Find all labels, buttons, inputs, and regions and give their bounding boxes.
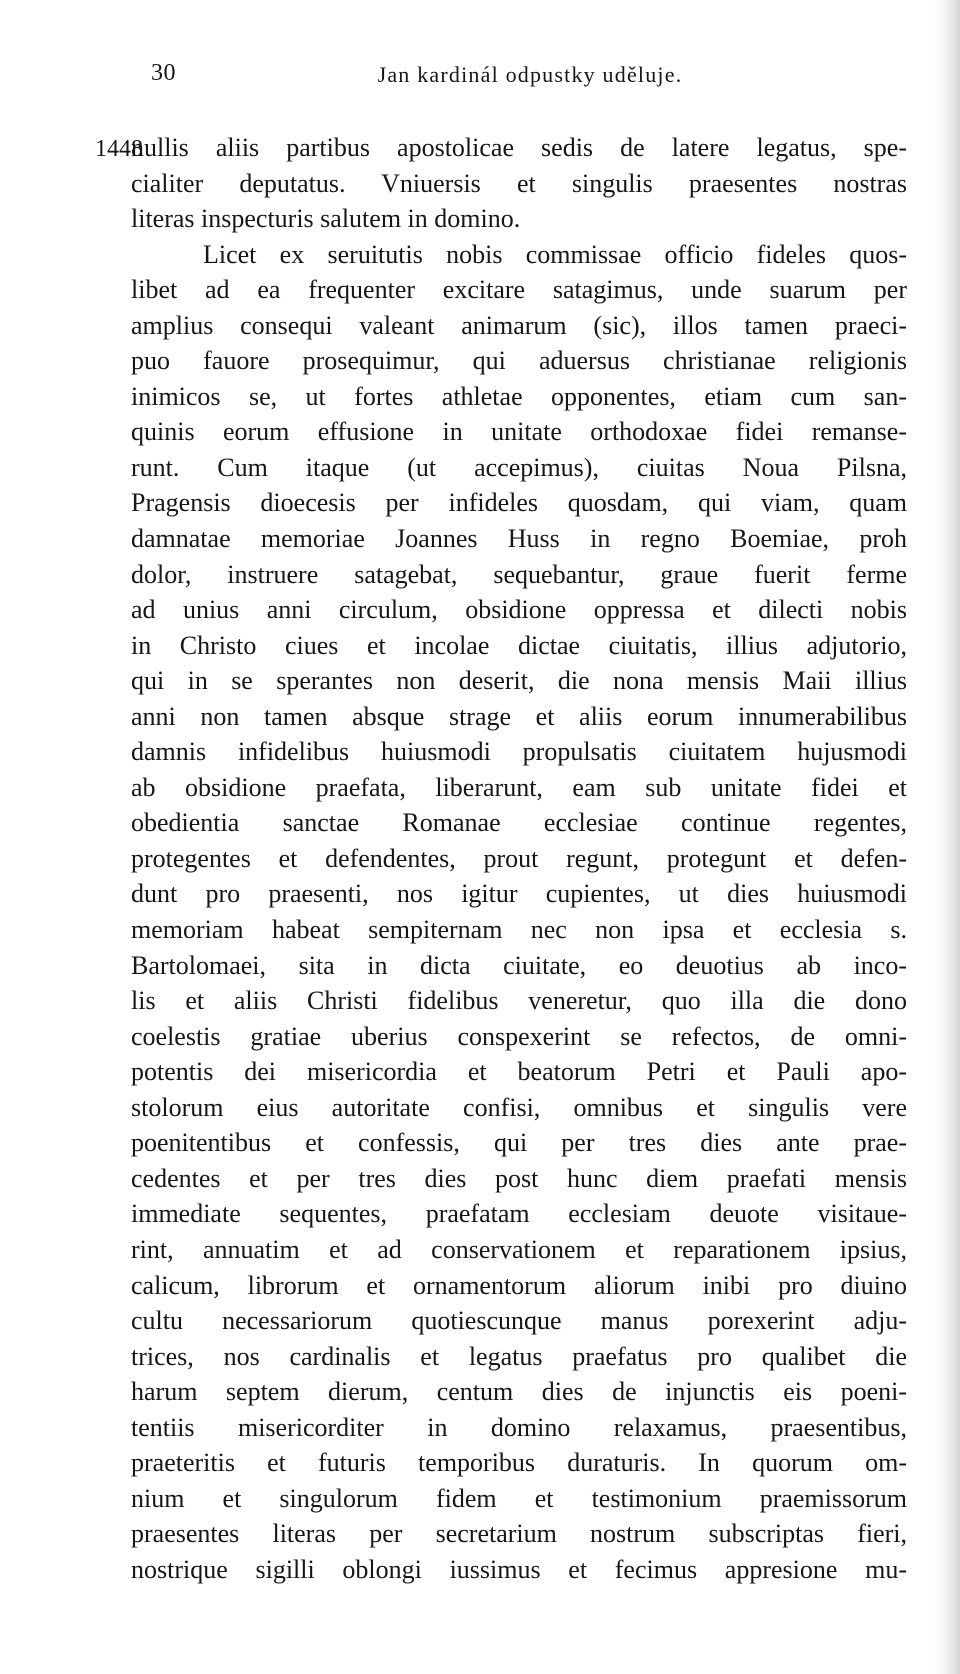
text-line: stolorum eius autoritate confisi, omnibus et singulis vere — [131, 1092, 907, 1122]
text-line: runt. Cum itaque (ut accepimus), ciuitas Noua Pilsna, — [131, 452, 907, 482]
text-line: poenitentibus et confessis, qui per tres dies ante prae- — [131, 1128, 907, 1158]
text-line: Bartolomaei, sita in dicta ciuitate, eo deuotius ab inco- — [131, 950, 907, 980]
text-line: harum septem dierum, centum dies de injunctis eis poeni- — [131, 1377, 907, 1407]
text-line: Licet ex seruitutis nobis commissae officio fideles quos- — [203, 239, 907, 269]
body-text — [131, 130, 907, 1587]
text-line: ab obsidione praefata, liberarunt, eam sub unitate fidei et — [131, 772, 907, 802]
text-line: potentis dei misericordia et beatorum Petri et Pauli apo- — [131, 1057, 907, 1087]
text-line: literas inspecturis salutem in domino. — [131, 204, 521, 234]
text-line: obedientia sanctae Romanae ecclesiae continue regentes, — [131, 808, 907, 838]
text-line: nium et singulorum fidem et testimonium praemissorum — [131, 1483, 907, 1513]
text-line: nullis aliis partibus apostolicae sedis de latere legatus, spe- — [131, 133, 907, 162]
text-line: protegentes et defendentes, prout regunt, protegunt et defen- — [131, 843, 907, 873]
text-line: cultu necessariorum quotiescunque manus porexerint adju- — [131, 1306, 907, 1336]
text-line: libet ad ea frequenter excitare satagimus, unde suarum per — [131, 275, 907, 305]
text-line: damnis infidelibus huiusmodi propulsatis ciuitatem hujusmodi — [131, 737, 907, 767]
text-line: lis et aliis Christi fidelibus veneretur, quo illa die dono — [131, 986, 907, 1016]
text-line: ad unius anni circulum, obsidione oppressa et dilecti nobis — [131, 595, 907, 625]
text-line: inimicos se, ut fortes athletae opponentes, etiam cum san- — [131, 381, 907, 411]
page-number: 30 — [151, 60, 176, 86]
text-line: trices, nos cardinalis et legatus praefatus pro qualibet die — [131, 1341, 907, 1371]
text-line: praeteritis et futuris temporibus duraturis. In quorum om- — [131, 1448, 907, 1478]
running-title: Jan kardinál odpustky uděluje. — [377, 62, 683, 87]
text-line: nostrique sigilli oblongi iussimus et fecimus appresione mu- — [131, 1554, 907, 1584]
running-head — [151, 60, 909, 90]
text-line: damnatae memoriae Joannes Huss in regno Boemiae, proh — [131, 524, 907, 554]
text-line: qui in se sperantes non deserit, die nona mensis Maii illius — [131, 666, 907, 696]
text-line: praesentes literas per secretarium nostrum subscriptas fieri, — [131, 1519, 907, 1549]
text-line: dolor, instruere satagebat, sequebantur, graue fuerit ferme — [131, 559, 907, 589]
text-line: tentiis misericorditer in domino relaxamus, praesentibus, — [131, 1412, 907, 1442]
text-line: in Christo ciues et incolae dictae ciuitatis, illius adjutorio, — [131, 630, 907, 660]
text-line: amplius consequi valeant animarum (sic), illos tamen praeci- — [131, 310, 907, 340]
text-line: coelestis gratiae uberius conspexerint se refectos, de omni- — [131, 1021, 907, 1051]
text-line: cedentes et per tres dies post hunc diem praefati mensis — [131, 1163, 907, 1193]
text-line: dunt pro praesenti, nos igitur cupientes, ut dies huiusmodi — [131, 879, 907, 909]
text-line: Pragensis dioecesis per infideles quosdam, qui viam, quam — [131, 488, 907, 518]
text-line: puo fauore prosequimur, qui aduersus christianae religionis — [131, 346, 907, 376]
text-line: cialiter deputatus. Vniuersis et singulis praesentes nostras — [131, 168, 907, 198]
text-line: anni non tamen absque strage et aliis eorum innumerabilibus — [131, 701, 907, 731]
text-line: quinis eorum effusione in unitate orthodoxae fidei remanse- — [131, 417, 907, 447]
text-line: memoriam habeat sempiternam nec non ipsa et ecclesia s. — [131, 915, 907, 945]
margin-year-note: 1448 — [95, 136, 143, 162]
text-line: immediate sequentes, praefatam ecclesiam deuote visitaue- — [131, 1199, 907, 1229]
text-line: rint, annuatim et ad conservationem et reparationem ipsius, — [131, 1234, 907, 1264]
text-line: calicum, librorum et ornamentorum aliorum inibi pro diuino — [131, 1270, 907, 1300]
